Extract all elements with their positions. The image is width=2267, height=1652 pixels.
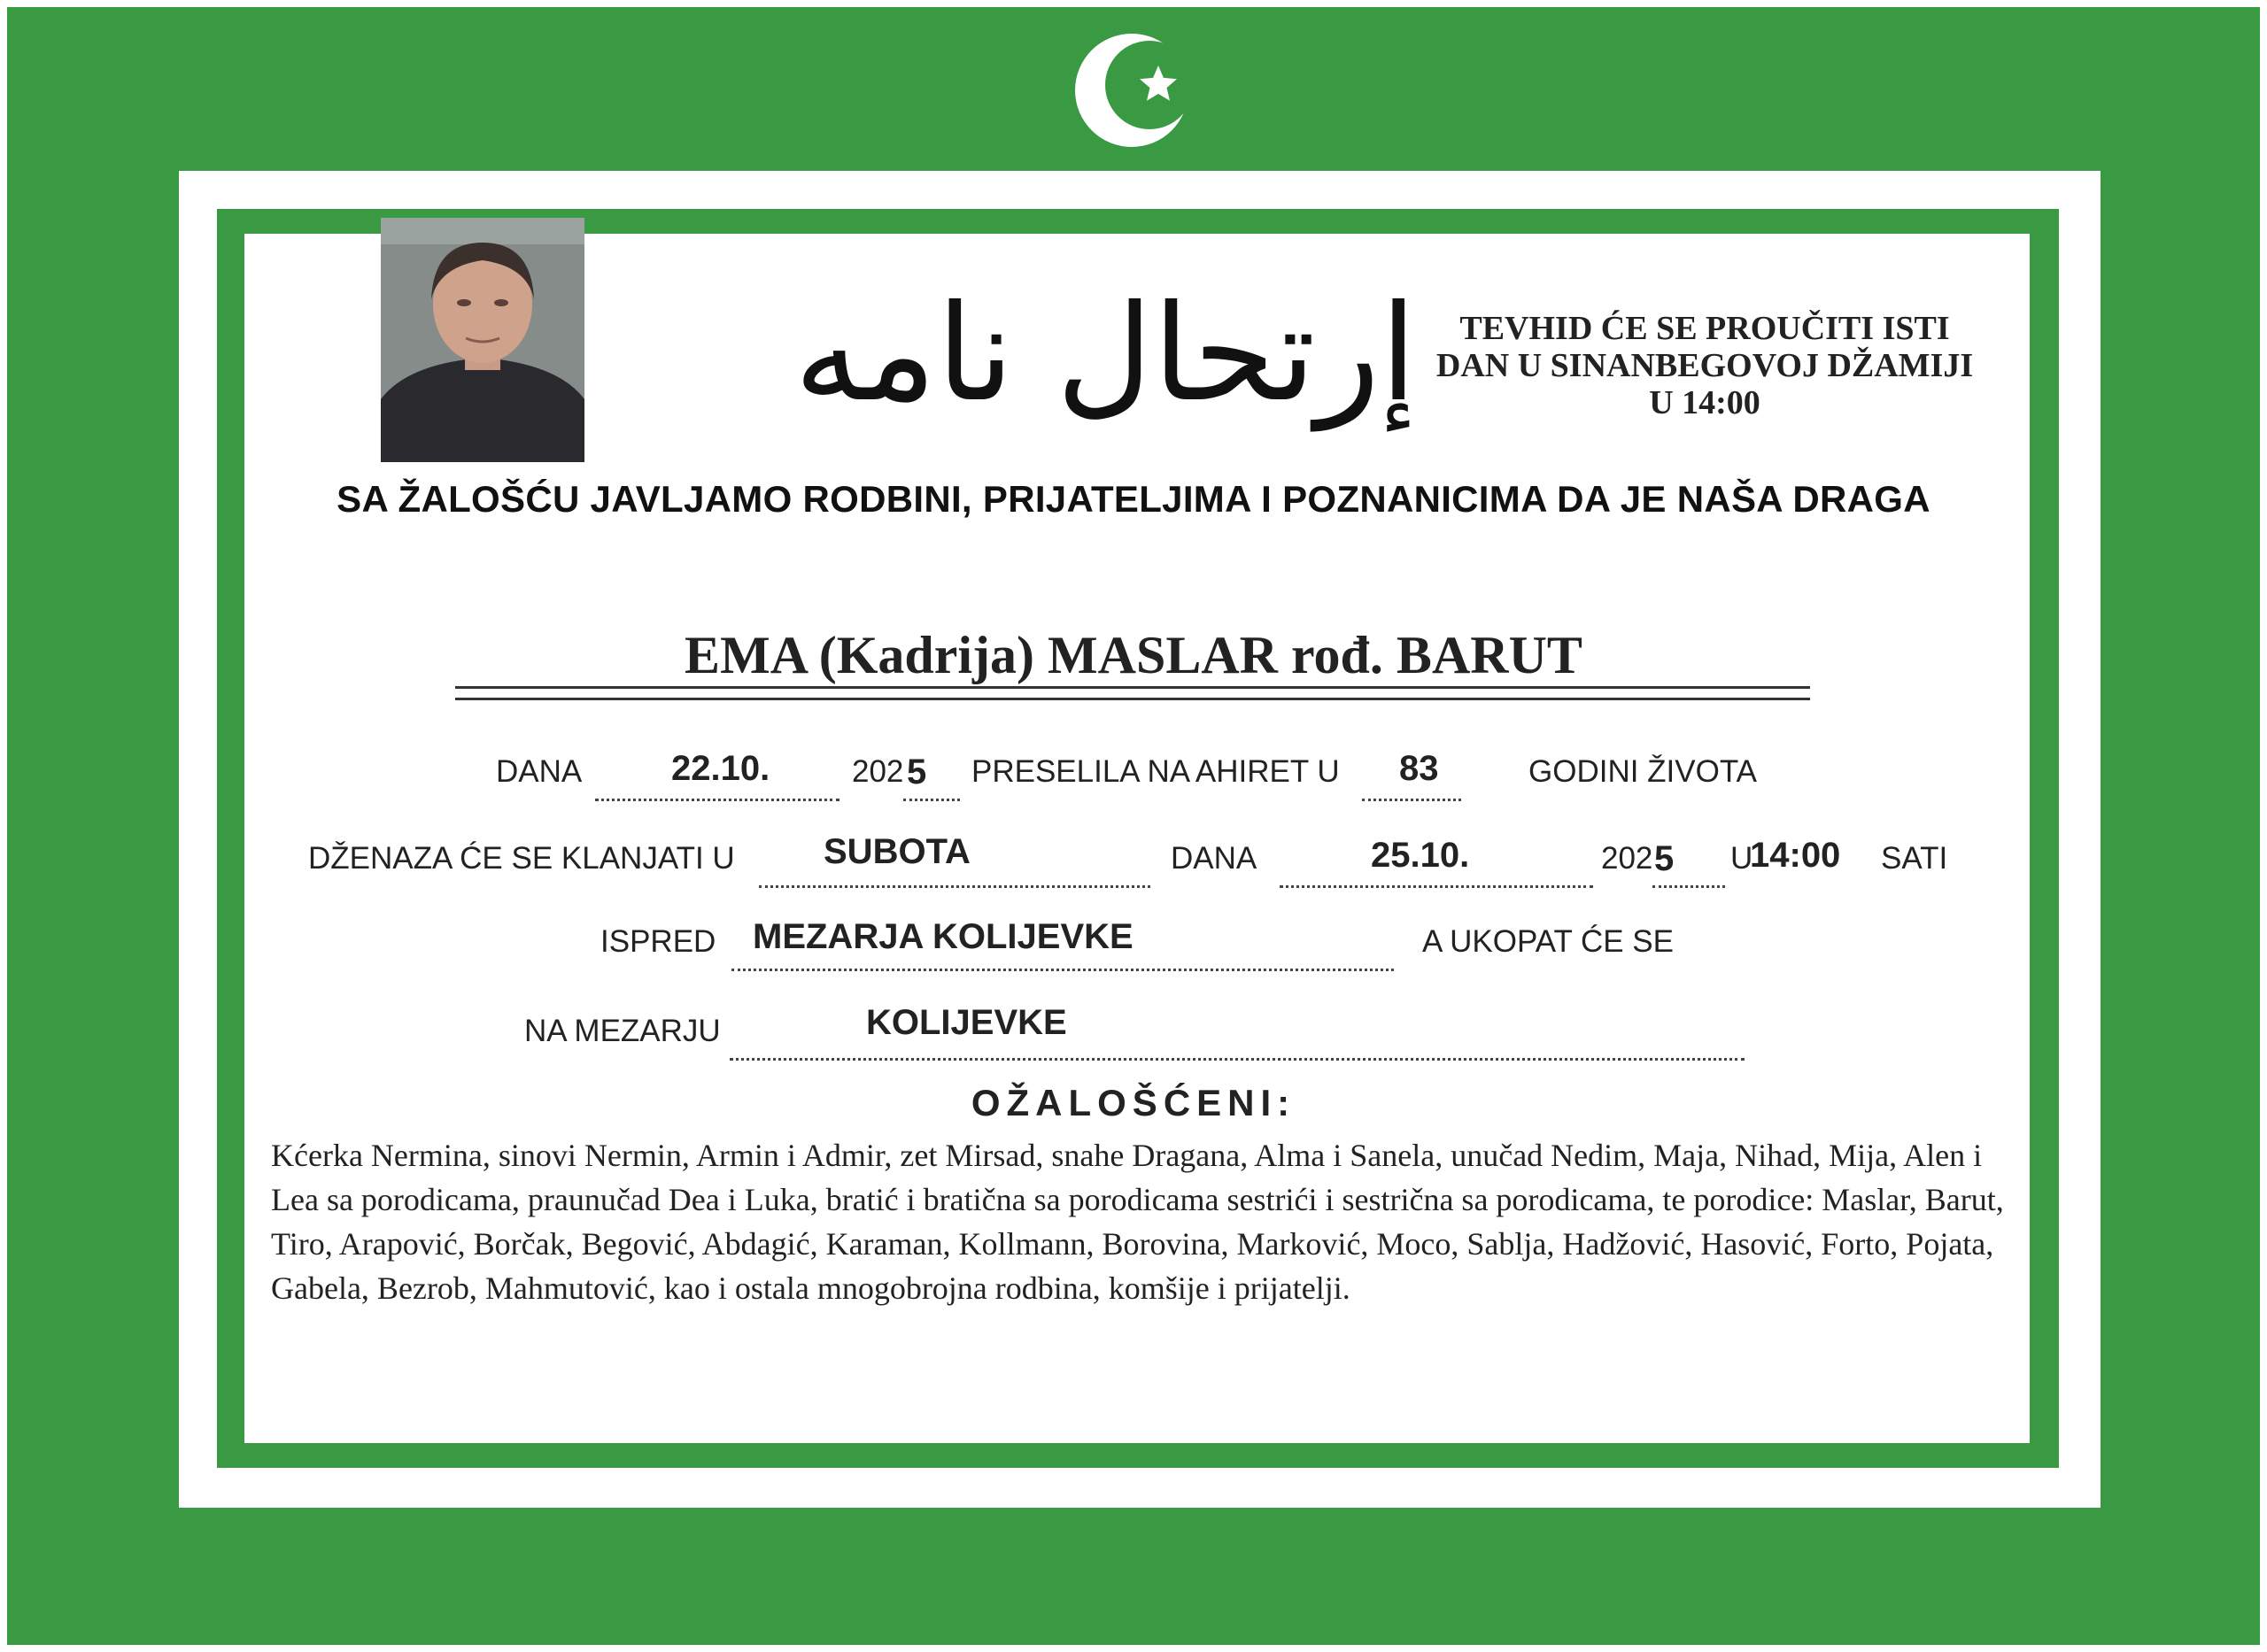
mourners-list: Kćerka Nermina, sinovi Nermin, Armin i Admir, zet Mirsad, snahe Dragana, Alma i Sanela, unučad Nedim, Maja, Nihad, Mija, Alen i Lea sa porodicama, praunučad Dea i Luka, bratić i bratična sa porodicama sestrići i sestrična sa porodicama, te porodice: Maslar, Barut, Tiro, Arapović, Borčak, Begović, Abdagić, Karaman, Kollmann, Borovina, Marković, Moco, Sablja, Hadžović, Hasović, Forto, Pojata, Gabela, Bezrob, Mahmutović, kao i ostala mnogobrojna rodbina, komšije i prijatelji. <box>271 1138 2004 1306</box>
death-year-prefix: 202 <box>852 754 904 789</box>
burial-value: KOLIJEVKE <box>866 1003 1067 1042</box>
funeral-u-label: U <box>1730 841 1753 876</box>
death-dana-label: DANA <box>496 754 583 789</box>
funeral-dana-label: DANA <box>1171 841 1257 876</box>
mourners-heading: OŽALOŠĆENI: <box>971 1082 1296 1123</box>
tevhid-notice <box>1390 310 2019 421</box>
crescent-and-star-icon <box>1073 30 1194 151</box>
portrait-photo <box>381 218 584 462</box>
announcement-heading: SA ŽALOŠĆU JAVLJAMO RODBINI, PRIJATELJIMA I POZNANICIMA DA JE NAŠA DRAGA <box>337 478 1930 520</box>
arabic-title: إرتحال نامه <box>793 277 1417 431</box>
tevhid-line-3: U 14:00 <box>1649 384 1760 421</box>
tevhid-line-1: TEVHID ĆE SE PROUČITI ISTI <box>1459 310 1950 347</box>
ispred-label: ISPRED <box>600 924 716 959</box>
godini-label: GODINI ŽIVOTA <box>1528 754 1757 789</box>
death-year-value: 5 <box>907 753 927 791</box>
dzenaza-label: DŽENAZA ĆE SE KLANJATI U <box>308 841 735 876</box>
funeral-time-value: 14:00 <box>1750 836 1841 875</box>
funeral-day-value: SUBOTA <box>824 832 971 871</box>
funeral-year-value: 5 <box>1654 839 1675 878</box>
mezarju-label: NA MEZARJU <box>524 1014 721 1048</box>
ukopat-label: A UKOPAT ĆE SE <box>1422 924 1674 959</box>
preselila-label: PRESELILA NA AHIRET U <box>971 754 1340 789</box>
tevhid-line-2: DAN U SINANBEGOVOJ DŽAMIJI <box>1435 347 1974 384</box>
funeral-year-prefix: 202 <box>1601 841 1653 876</box>
sati-label: SATI <box>1881 841 1948 876</box>
deceased-name: EMA (Kadrija) MASLAR rođ. BARUT <box>685 626 1582 684</box>
age-value: 83 <box>1399 749 1439 788</box>
death-date-value: 22.10. <box>671 749 770 788</box>
funeral-date-value: 25.10. <box>1371 836 1470 875</box>
name-underline <box>455 686 1810 700</box>
location-value: MEZARJA KOLIJEVKE <box>753 917 1134 956</box>
